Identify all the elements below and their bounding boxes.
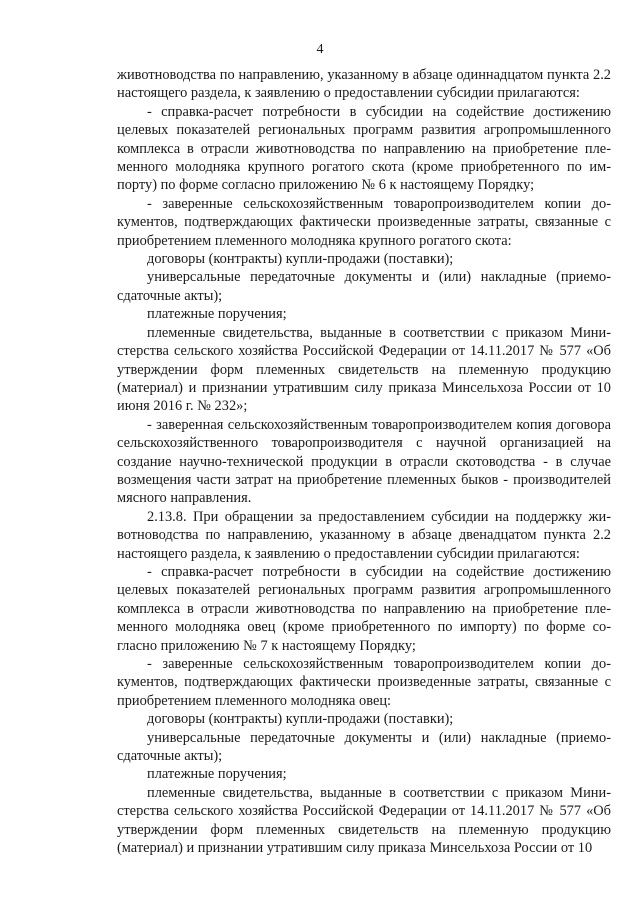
paragraph-cattle-transfer-docs: универсальные передаточные документы и (или) накладные (приемосдаточные акты); (117, 269, 611, 304)
paragraph-section-2-13-8: 2.13.8. При обращении за предоставлением субсидии на поддержку животноводства по направлению, указанному в абзаце двенадцатом пункта 2.2 настоящего раздела, к заявлению о предоставлении субсидии прилагаются: (117, 508, 611, 562)
document-body (117, 66, 611, 857)
paragraph-sheep-contracts: договоры (контракты) купли-продажи (поставки); (147, 711, 454, 728)
paragraph-sheep-copies: - заверенные сельскохозяйственным товаропроизводителем копии документов, подтверждающих фактически произведенные затраты, связанные с приобретением племенного молодняка овец: (117, 656, 611, 709)
paragraph-cattle-breeding-certificates: племенные свидетельства, выданные в соответствии с приказом Министерства сельского хозяйства Российской Федерации от 14.11.2017 № 577 «Об утверждении форм племенных свидетельств на племенную продукцию (материал) и признании утратившим силу приказа Минсельхоза России от 10 июня 2016 г. № 232»; (117, 324, 611, 415)
paragraph-cattle-copies: - заверенные сельскохозяйственным товаропроизводителем копии документов, подтверждающих фактически произведенные затраты, связанные с приобретением племенного молодняка крупного рогатого скота: (117, 195, 611, 249)
paragraph-continuation: животноводства по направлению, указанному в абзаце одиннадцатом пункта 2.2 настоящего раздела, к заявлению о предоставлении субсидии прилагаются: (117, 67, 611, 102)
paragraph-cattle-science-contract: - заверенная сельскохозяйственным товаропроизводителем копия договора сельскохозяйственного товаропроизводителя с научной организацией на создание научно-технической продукции в отрасли скотоводства - в случае возмещения части затрат на приобретение племенных быков - производителей мясного направления. (117, 416, 611, 507)
paragraph-sheep-breeding-certificates: племенные свидетельства, выданные в соответствии с приказом Министерства сельского хозяйства Российской Федерации от 14.11.2017 № 577 «Об утверждении форм племенных свидетельств на племенную продукцию (материал) и признании утратившим силу приказа Минсельхоза России от 10 (117, 784, 611, 857)
paragraph-cattle-calculation: - справка-расчет потребности в субсидии на содействие достижению целевых показателей региональных программ развития агропромышленного комплекса в отрасли животноводства по направлению на приобретение племенного молодняка крупного рогатого скота (кроме приобретенного по импорту) по форме согласно приложению № 6 к настоящему Порядку; (117, 103, 611, 194)
paragraph-sheep-calculation: - справка-расчет потребности в субсидии на содействие достижению целевых показателей региональных программ развития агропромышленного комплекса в отрасли животноводства по направлению на приобретение племенного молодняка овец (кроме приобретенного по импорту) по форме согласно приложению № 7 к настоящему Порядку; (117, 563, 611, 654)
page-number: 4 (316, 42, 324, 57)
paragraph-sheep-payment-orders: платежные поручения; (147, 766, 287, 783)
paragraph-cattle-payment-orders: платежные поручения; (147, 306, 287, 323)
paragraph-sheep-transfer-docs: универсальные передаточные документы и (или) накладные (приемосдаточные акты); (117, 729, 611, 765)
paragraph-cattle-contracts: договоры (контракты) купли-продажи (поставки); (147, 251, 454, 268)
